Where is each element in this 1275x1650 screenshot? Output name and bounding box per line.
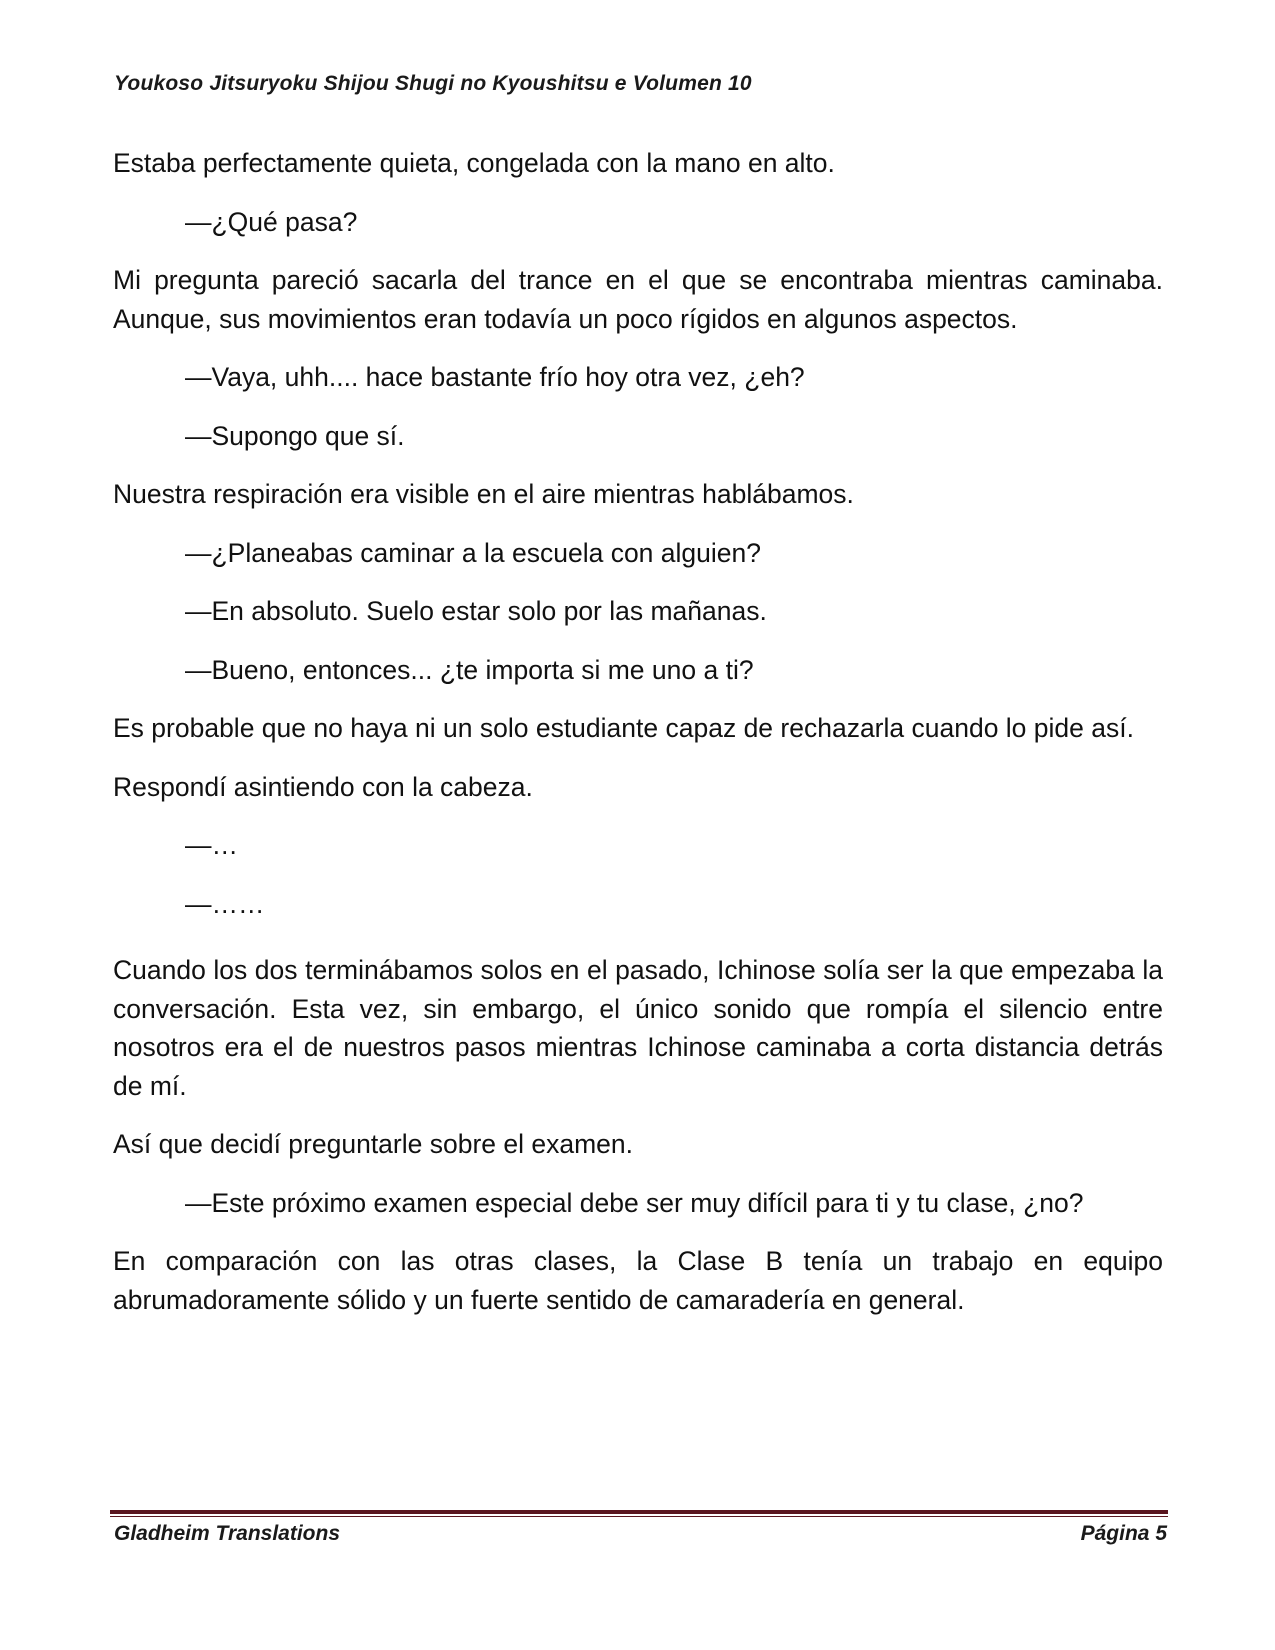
paragraph: Es probable que no haya ni un solo estudiante capaz de rechazarla cuando lo pide así.	[113, 713, 1134, 743]
paragraph: Nuestra respiración era visible en el aire mientras hablábamos.	[113, 479, 854, 509]
footer-page-number: Página 5	[1080, 1522, 1167, 1545]
footer-publisher: Gladheim Translations	[114, 1522, 341, 1545]
dialogue-line: —Supongo que sí.	[185, 420, 405, 451]
dialogue-line: —Vaya, uhh.... hace bastante frío hoy otra vez, ¿eh?	[185, 362, 805, 392]
page-body	[113, 144, 1163, 1339]
paragraph: Mi pregunta pareció sacarla del trance en el que se encontraba mientras caminaba. Aunque, sus movimientos eran todavía un poco rígidos en algunos aspectos.	[113, 265, 1163, 334]
footer-divider	[110, 1510, 1168, 1514]
footer-divider-thin	[110, 1516, 1168, 1517]
dialogue-line: —¿Planeabas caminar a la escuela con alguien?	[185, 537, 761, 568]
dialogue-line: —Este próximo examen especial debe ser muy difícil para ti y tu clase, ¿no?	[185, 1187, 1084, 1218]
dialogue-line: —¿Qué pasa?	[185, 206, 358, 237]
paragraph: Así que decidí preguntarle sobre el examen.	[113, 1129, 634, 1159]
paragraph: Respondí asintiendo con la cabeza.	[113, 771, 533, 802]
dialogue-line: —En absoluto. Suelo estar solo por las mañanas.	[185, 596, 767, 626]
dialogue-line: —…	[185, 830, 238, 860]
paragraph: En comparación con las otras clases, la Clase B tenía un trabajo en equipo abrumadoramente sólido y un fuerte sentido de camaradería en general.	[113, 1246, 1163, 1315]
dialogue-line: —……	[185, 888, 265, 919]
paragraph: Estaba perfectamente quieta, congelada con la mano en alto.	[113, 148, 835, 178]
page-header-title: Youkoso Jitsuryoku Shijou Shugi no Kyoushitsu e Volumen 10	[114, 72, 752, 95]
paragraph: Cuando los dos terminábamos solos en el pasado, Ichinose solía ser la que empezaba la conversación. Esta vez, sin embargo, el único sonido que rompía el silencio entre nosotros era el de nuestros pasos mientras Ichinose caminaba a corta distancia detrás de mí.	[113, 955, 1163, 1101]
dialogue-line: —Bueno, entonces... ¿te importa si me uno a ti?	[185, 654, 754, 685]
